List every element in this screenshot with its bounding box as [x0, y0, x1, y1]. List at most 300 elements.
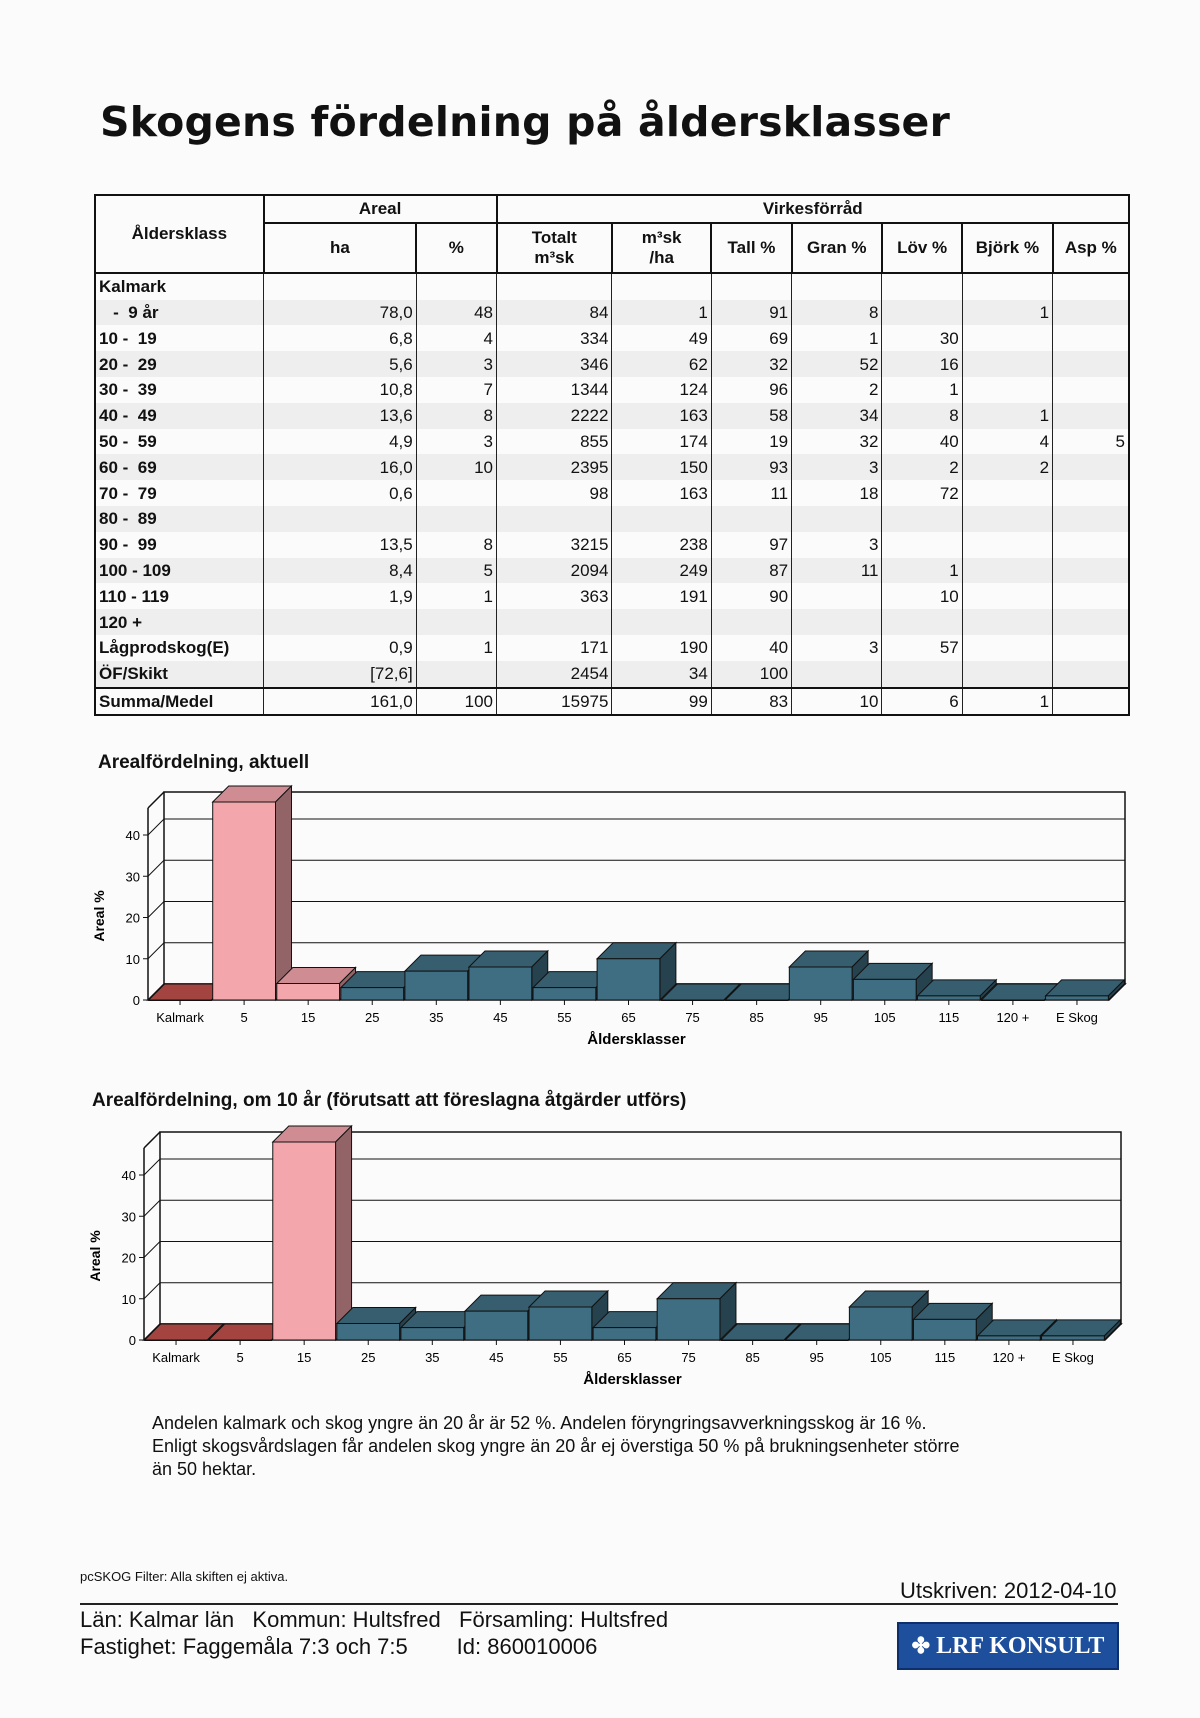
table-cell [962, 480, 1052, 506]
table-cell: 93 [711, 454, 791, 480]
bar [273, 1142, 336, 1340]
row-label: - 9 år [95, 300, 264, 326]
table-cell: 171 [497, 635, 612, 661]
table-cell: 5,6 [264, 351, 417, 377]
row-label: 90 - 99 [95, 532, 264, 558]
table-cell: 0,6 [264, 480, 417, 506]
table-cell [497, 609, 612, 635]
bar [853, 979, 916, 1000]
table-cell: 1 [416, 635, 496, 661]
note-line-3: än 50 hektar. [152, 1459, 257, 1479]
table-cell [882, 506, 962, 532]
table-cell: 40 [882, 429, 962, 455]
y-axis-title: Areal % [87, 1230, 103, 1282]
table-cell: 1 [962, 688, 1052, 716]
row-label: 40 - 49 [95, 403, 264, 429]
table-row [95, 429, 1129, 455]
table-cell: 97 [711, 532, 791, 558]
x-tick-label: 45 [493, 1010, 508, 1025]
gridline-depth [144, 1200, 160, 1216]
x-tick-label: 35 [429, 1010, 444, 1025]
table-row [95, 635, 1129, 661]
footer-divider [80, 1603, 1118, 1605]
table-row [95, 609, 1129, 635]
table-cell: 96 [711, 377, 791, 403]
table-cell: 57 [882, 635, 962, 661]
bar [469, 967, 532, 1000]
x-tick-label: 120 + [992, 1350, 1026, 1365]
header-virkesforrad: Virkesförråd [497, 195, 1129, 223]
table-cell [416, 273, 496, 300]
table-cell: 249 [612, 558, 711, 584]
table-cell [1053, 688, 1129, 716]
table-cell: 3 [792, 635, 882, 661]
table-row [95, 403, 1129, 429]
table-cell [711, 609, 791, 635]
table-cell: 11 [711, 480, 791, 506]
table-cell [962, 661, 1052, 688]
gridline-depth [144, 1242, 160, 1258]
bar [1042, 1336, 1105, 1340]
header-m3sk: m³sk [641, 227, 682, 247]
row-label: 50 - 59 [95, 429, 264, 455]
logo-icon: ✤ [911, 1633, 931, 1658]
header-totalt-label: Totalt [531, 227, 577, 247]
x-axis-title: Åldersklasser [583, 1371, 682, 1388]
table-row [95, 688, 1129, 716]
table-cell: 32 [711, 351, 791, 377]
table-cell: 87 [711, 558, 791, 584]
table-cell: 16,0 [264, 454, 417, 480]
row-label: 10 - 19 [95, 325, 264, 351]
table-cell [416, 609, 496, 635]
bar-side [275, 786, 291, 1000]
note-line-2: Enligt skogsvårdslagen får andelen skog yngre än 20 år ej överstiga 50 % på brukningsenheter större [152, 1436, 960, 1456]
table-cell [792, 506, 882, 532]
gridline-depth [144, 1159, 160, 1175]
x-tick-label: Kalmark [156, 1010, 204, 1025]
age-class-table [94, 194, 1130, 716]
table-cell [1053, 661, 1129, 688]
bar [978, 1336, 1041, 1340]
table-cell: 1,9 [264, 583, 417, 609]
x-tick-label: 35 [425, 1350, 440, 1365]
table-cell: 2 [882, 454, 962, 480]
table-cell: 49 [612, 325, 711, 351]
x-tick-label: 15 [296, 1350, 312, 1365]
chart-current [90, 782, 1135, 1057]
gridline-depth [148, 860, 164, 876]
table-cell: 1 [882, 558, 962, 584]
table-row [95, 377, 1129, 403]
table-cell [882, 532, 962, 558]
table-cell [1053, 532, 1129, 558]
table-cell [1053, 635, 1129, 661]
x-tick-label: 115 [934, 1350, 956, 1365]
table-cell: 1 [962, 403, 1052, 429]
table-cell [1053, 273, 1129, 300]
table-cell [497, 506, 612, 532]
table-cell: 238 [612, 532, 711, 558]
table-cell: 150 [612, 454, 711, 480]
y-tick-label: 20 [125, 910, 140, 926]
table-cell [792, 609, 882, 635]
header-m3sk-per-ha [612, 223, 711, 273]
table-cell: 84 [497, 300, 612, 326]
x-tick-label: 5 [236, 1350, 244, 1365]
chart-title-10yr: Arealfördelning, om 10 år (förutsatt att föreslagna åtgärder utförs) [92, 1090, 687, 1111]
table-cell: 2395 [497, 454, 612, 480]
table-cell: 8 [416, 532, 496, 558]
table-cell [1053, 480, 1129, 506]
table-cell: 52 [792, 351, 882, 377]
table-cell: 334 [497, 325, 612, 351]
bar [789, 967, 852, 1000]
bar [913, 1319, 976, 1340]
row-label: Kalmark [95, 273, 264, 300]
table-cell [1053, 609, 1129, 635]
table-cell: 3 [792, 454, 882, 480]
table-row [95, 325, 1129, 351]
bar [533, 988, 596, 1000]
table-row [95, 300, 1129, 326]
table-cell [962, 506, 1052, 532]
header-asp: Asp % [1053, 223, 1129, 273]
table-row [95, 532, 1129, 558]
table-cell: 10,8 [264, 377, 417, 403]
row-label: 60 - 69 [95, 454, 264, 480]
y-tick-label: 30 [125, 869, 140, 885]
row-label: 70 - 79 [95, 480, 264, 506]
table-cell [264, 506, 417, 532]
table-cell [1053, 325, 1129, 351]
x-tick-label: 95 [813, 1010, 828, 1025]
table-cell: 191 [612, 583, 711, 609]
table-cell: 2222 [497, 403, 612, 429]
lrf-konsult-logo [897, 1622, 1119, 1670]
table-cell [962, 635, 1052, 661]
table-cell: 8,4 [264, 558, 417, 584]
row-label: 80 - 89 [95, 506, 264, 532]
table-cell [1053, 506, 1129, 532]
table-cell: 19 [711, 429, 791, 455]
bar [277, 984, 340, 1001]
table-cell: 91 [711, 300, 791, 326]
row-label: 100 - 109 [95, 558, 264, 584]
table-cell: 11 [792, 558, 882, 584]
table-cell [882, 609, 962, 635]
table-cell: 13,5 [264, 532, 417, 558]
table-cell: 99 [612, 688, 711, 716]
y-tick-label: 30 [121, 1209, 136, 1225]
table-cell: 124 [612, 377, 711, 403]
header-totalt-unit: m³sk [534, 247, 575, 267]
chart-title-current: Arealfördelning, aktuell [98, 752, 310, 773]
footer-printed-date: Utskriven: 2012-04-10 [900, 1578, 1117, 1603]
table-cell: 1 [962, 300, 1052, 326]
table-cell: 1 [416, 583, 496, 609]
table-cell: 18 [792, 480, 882, 506]
table-cell [1053, 403, 1129, 429]
table-cell [962, 377, 1052, 403]
x-tick-label: Kalmark [152, 1350, 200, 1365]
table-cell [416, 506, 496, 532]
table-cell: 90 [711, 583, 791, 609]
x-tick-label: 85 [745, 1350, 760, 1365]
header-per-ha: /ha [649, 247, 674, 267]
table-cell: 3 [792, 532, 882, 558]
table-cell: 8 [882, 403, 962, 429]
y-tick-label: 40 [121, 1168, 136, 1183]
table-cell [962, 351, 1052, 377]
table-row [95, 351, 1129, 377]
table-cell: 32 [792, 429, 882, 455]
footer-filter: pcSKOG Filter: Alla skiften ej aktiva. [80, 1569, 289, 1584]
table-cell: 15975 [497, 688, 612, 716]
table-cell [962, 273, 1052, 300]
table-cell: 98 [497, 480, 612, 506]
table-cell: 10 [882, 583, 962, 609]
table-cell: 34 [792, 403, 882, 429]
x-tick-label: 95 [809, 1350, 824, 1365]
table-cell: 13,6 [264, 403, 417, 429]
table-cell: 1 [792, 325, 882, 351]
row-label: Lågprodskog(E) [95, 635, 264, 661]
table-cell [1053, 583, 1129, 609]
table-cell [711, 273, 791, 300]
gridline-depth [148, 819, 164, 835]
table-cell: 4 [416, 325, 496, 351]
x-tick-label: 120 + [996, 1010, 1030, 1025]
table-cell [962, 325, 1052, 351]
table-row [95, 273, 1129, 300]
header-lov: Löv % [882, 223, 962, 273]
table-cell: 6,8 [264, 325, 417, 351]
bar [401, 1328, 464, 1340]
footer-line-2: Fastighet: Faggemåla 7:3 och 7:5 Id: 860010006 [80, 1634, 598, 1659]
y-tick-label: 10 [121, 1291, 136, 1307]
table-cell: 163 [612, 403, 711, 429]
table-row [95, 558, 1129, 584]
bar [657, 1299, 720, 1340]
y-tick-label: 40 [125, 828, 140, 843]
table-cell: [72,6] [264, 661, 417, 688]
row-label: 30 - 39 [95, 377, 264, 403]
table-cell: 34 [612, 661, 711, 688]
table-cell: 6 [882, 688, 962, 716]
table-cell: 855 [497, 429, 612, 455]
x-tick-label: 105 [869, 1350, 892, 1365]
bar [213, 802, 276, 1000]
table-cell [962, 558, 1052, 584]
table-cell: 83 [711, 688, 791, 716]
chart-10yr [86, 1122, 1131, 1397]
y-tick-label: 0 [128, 1333, 136, 1348]
bar [1046, 996, 1109, 1000]
bar [337, 1324, 400, 1341]
header-pct: % [416, 223, 496, 273]
x-tick-label: 85 [749, 1010, 764, 1025]
x-tick-label: 105 [873, 1010, 896, 1025]
bar [405, 971, 468, 1000]
x-tick-label: 55 [553, 1350, 568, 1365]
table-cell: 4 [962, 429, 1052, 455]
table-cell: 1344 [497, 377, 612, 403]
table-cell: 0,9 [264, 635, 417, 661]
x-tick-label: 75 [681, 1350, 696, 1365]
header-areal: Areal [264, 195, 497, 223]
table-cell [792, 661, 882, 688]
table-cell: 10 [792, 688, 882, 716]
table-cell [882, 661, 962, 688]
table-cell [882, 300, 962, 326]
table-cell: 30 [882, 325, 962, 351]
table-cell: 48 [416, 300, 496, 326]
table-cell [264, 609, 417, 635]
bar [341, 988, 404, 1000]
table-cell [962, 532, 1052, 558]
table-cell: 69 [711, 325, 791, 351]
table-row [95, 454, 1129, 480]
table-cell: 363 [497, 583, 612, 609]
header-tall: Tall % [711, 223, 791, 273]
y-tick-label: 20 [121, 1250, 136, 1266]
page-title: Skogens fördelning på åldersklasser [100, 98, 950, 146]
table-cell: 16 [882, 351, 962, 377]
bar [465, 1311, 528, 1340]
header-totalt [497, 223, 612, 273]
table-cell: 2 [792, 377, 882, 403]
x-tick-label: 75 [685, 1010, 700, 1025]
y-tick-label: 10 [125, 951, 140, 967]
table-cell: 2 [962, 454, 1052, 480]
footer-line-1: Län: Kalmar län Kommun: Hultsfred Församling: Hultsfred [80, 1607, 669, 1632]
gridline-depth [144, 1283, 160, 1299]
table-row [95, 583, 1129, 609]
x-tick-label: 5 [240, 1010, 248, 1025]
y-axis-title: Areal % [91, 890, 107, 942]
table-cell: 2454 [497, 661, 612, 688]
table-cell: 78,0 [264, 300, 417, 326]
table-row [95, 480, 1129, 506]
table-cell: 8 [792, 300, 882, 326]
header-ha: ha [264, 223, 417, 273]
footer-property-info [80, 1606, 668, 1660]
table-cell [711, 506, 791, 532]
header-alderklass: Åldersklass [95, 195, 264, 273]
bar-side [336, 1126, 352, 1340]
table-cell [792, 583, 882, 609]
table-cell [416, 480, 496, 506]
table-cell: 1 [612, 300, 711, 326]
x-tick-label: E Skog [1052, 1350, 1094, 1365]
bar [597, 959, 660, 1000]
table-cell: 5 [1053, 429, 1129, 455]
table-cell: 100 [416, 688, 496, 716]
note-text [152, 1412, 1052, 1481]
table-cell: 10 [416, 454, 496, 480]
table-cell [1053, 558, 1129, 584]
table-cell [497, 273, 612, 300]
y-axis-top-edge [144, 1132, 160, 1148]
table-cell [612, 506, 711, 532]
table-cell: 58 [711, 403, 791, 429]
row-label: Summa/Medel [95, 688, 264, 716]
y-axis-top-edge [148, 792, 164, 808]
bar [917, 996, 980, 1000]
x-tick-label: 25 [364, 1010, 380, 1025]
table-cell: 3 [416, 351, 496, 377]
table-cell [792, 273, 882, 300]
table-cell: 3215 [497, 532, 612, 558]
table-cell: 62 [612, 351, 711, 377]
bar [529, 1307, 592, 1340]
table-cell [264, 273, 417, 300]
table-cell [1053, 300, 1129, 326]
row-label: ÖF/Skikt [95, 661, 264, 688]
x-tick-label: 65 [617, 1350, 632, 1365]
table-cell: 161,0 [264, 688, 417, 716]
table-cell: 346 [497, 351, 612, 377]
logo-text: LRF KONSULT [936, 1632, 1105, 1659]
table-cell [962, 609, 1052, 635]
table-cell: 190 [612, 635, 711, 661]
table-cell [612, 273, 711, 300]
x-tick-label: 55 [557, 1010, 572, 1025]
table-cell [962, 583, 1052, 609]
x-tick-label: 15 [300, 1010, 316, 1025]
header-gran: Gran % [792, 223, 882, 273]
x-axis-title: Åldersklasser [587, 1031, 686, 1048]
table-cell [1053, 377, 1129, 403]
table-cell [1053, 454, 1129, 480]
table-cell [612, 609, 711, 635]
table-cell: 40 [711, 635, 791, 661]
table-cell: 72 [882, 480, 962, 506]
table-row [95, 506, 1129, 532]
x-tick-label: E Skog [1056, 1010, 1098, 1025]
table-cell: 2094 [497, 558, 612, 584]
table-cell: 8 [416, 403, 496, 429]
row-label: 110 - 119 [95, 583, 264, 609]
table-row [95, 661, 1129, 688]
table-cell: 5 [416, 558, 496, 584]
table-cell: 4,9 [264, 429, 417, 455]
x-tick-label: 25 [360, 1350, 376, 1365]
gridline-depth [148, 943, 164, 959]
bar [593, 1328, 656, 1340]
header-bjork: Björk % [962, 223, 1052, 273]
note-line-1: Andelen kalmark och skog yngre än 20 år är 52 %. Andelen föryngringsavverkningsskog är 16 %. [152, 1413, 927, 1433]
table-cell: 100 [711, 661, 791, 688]
table-cell: 7 [416, 377, 496, 403]
table-cell [416, 661, 496, 688]
table-cell: 163 [612, 480, 711, 506]
row-label: 20 - 29 [95, 351, 264, 377]
x-tick-label: 45 [489, 1350, 504, 1365]
bar [849, 1307, 912, 1340]
table-cell: 3 [416, 429, 496, 455]
table-cell: 174 [612, 429, 711, 455]
x-tick-label: 65 [621, 1010, 636, 1025]
table-cell [882, 273, 962, 300]
row-label: 120 + [95, 609, 264, 635]
gridline-depth [148, 902, 164, 918]
y-tick-label: 0 [132, 993, 140, 1008]
table-cell: 1 [882, 377, 962, 403]
table-cell [1053, 351, 1129, 377]
x-tick-label: 115 [938, 1010, 960, 1025]
